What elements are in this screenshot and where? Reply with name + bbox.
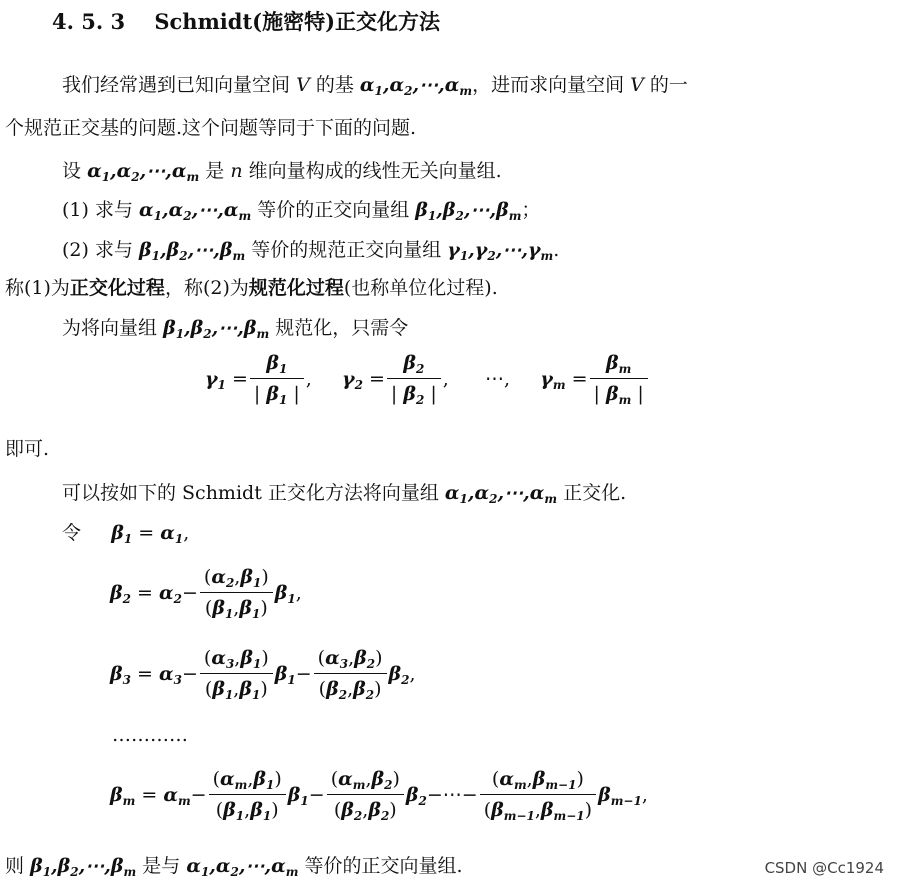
- text: .: [553, 239, 560, 261]
- section-number: 4. 5. 3: [52, 9, 126, 34]
- text: 的一: [649, 74, 688, 96]
- betam-eq: $\beta_m$ = $\alpha_m$ − $\frac{(\alpha_m,\beta_1)}{(\beta_1,\beta_1)}$ $\beta_1$ − $\frac{(\alpha_m,\beta_2)}{(\beta_2,\beta_2)}$ $\beta_2$ −⋯− $\frac{(\alpha_m,\beta_{m-1})}{(\beta_{m-1},\beta_{m-1})}$ $\beta_{m-1}$ ,: [110, 768, 648, 823]
- text: (1) 求与: [62, 199, 133, 221]
- ellipsis-row: …………: [112, 724, 188, 746]
- text: ，进而求向量空间: [472, 74, 625, 96]
- item1: [62, 197, 540, 223]
- text: 是与: [142, 855, 181, 877]
- text: 称(1)为: [5, 277, 70, 299]
- beta-seq: $\beta_1,\beta_2,\cdots,\beta_m$: [30, 855, 137, 879]
- text: 令: [62, 522, 82, 544]
- text: 正交化.: [563, 482, 627, 504]
- beta-seq: $\beta_1,\beta_2,\cdots,\beta_m$: [139, 239, 246, 263]
- beta-seq: $\beta_1,\beta_2,\cdots,\beta_m$: [163, 317, 270, 341]
- bold-term: 规范化过程: [248, 277, 344, 299]
- para3: [5, 275, 498, 301]
- para1-line2: 个规范正交基的问题.这个问题等同于下面的问题.: [5, 117, 417, 139]
- watermark: CSDN @Cc1924: [764, 859, 884, 877]
- section-heading: [52, 9, 440, 35]
- text: 设: [62, 160, 82, 182]
- gamma-formulas: $\gamma_1$ = $\frac{\beta_1}{| \beta_1 |}$ , $\gamma_2$ = $\frac{\beta_2}{| \beta_2 |}$ , ⋯, $\gamma_m$ = $\frac{\beta_m}{| \beta_m |}$: [205, 348, 650, 409]
- para1-line1: [62, 72, 688, 98]
- alpha-seq: $\alpha_1,\alpha_2,\cdots,\alpha_m$: [444, 482, 558, 506]
- text: 则: [5, 855, 25, 877]
- para2: [62, 158, 502, 184]
- gamma-seq: $\gamma_1,\gamma_2,\cdots,\gamma_m$: [447, 239, 554, 263]
- text: 维向量构成的线性无关向量组.: [248, 160, 502, 182]
- beta-seq: $\beta_1,\beta_2,\cdots,\beta_m$: [415, 199, 522, 223]
- final-line: [5, 853, 463, 879]
- section-title-paren: (施密特): [252, 9, 336, 34]
- var-V: V: [630, 74, 644, 96]
- text: 等价的规范正交向量组: [251, 239, 442, 261]
- beta3-eq: $\beta_3$ = $\alpha_3$ − $\frac{(\alpha_3,\beta_1)}{(\beta_1,\beta_1)}$ $\beta_1$ − $\frac{(\alpha_3,\beta_2)}{(\beta_2,\beta_2)}$ $\beta_2$ ,: [110, 647, 416, 702]
- text: 可以按如下的 Schmidt 正交化方法将向量组: [62, 482, 439, 504]
- alpha-seq: $\alpha_1,\alpha_2,\cdots,\alpha_m$: [186, 855, 299, 879]
- jike: 即可.: [5, 438, 50, 460]
- var-V: V: [296, 74, 310, 96]
- text: ，称(2)为: [164, 277, 249, 299]
- text: 规范化，只需令: [275, 317, 409, 339]
- bold-term: 正交化过程: [69, 277, 165, 299]
- text: ；: [521, 199, 541, 221]
- alpha-seq: $\alpha_1,\alpha_2,\cdots,\alpha_m$: [359, 74, 473, 98]
- item2: [62, 237, 559, 263]
- para4: [62, 315, 408, 341]
- text: (2) 求与: [62, 239, 133, 261]
- alpha-seq: $\alpha_1,\alpha_2,\cdots,\alpha_m$: [139, 199, 252, 223]
- text: (也称单位化过程).: [343, 277, 498, 299]
- text: 的基: [315, 74, 354, 96]
- section-title-rest: 正交化方法: [335, 9, 441, 34]
- section-title-latin: Schmidt: [154, 9, 253, 34]
- var-n: n: [230, 160, 243, 182]
- text: 是: [205, 160, 225, 182]
- text: 等价的正交向量组.: [304, 855, 463, 877]
- alpha-seq: $\alpha_1,\alpha_2,\cdots,\alpha_m$: [87, 160, 200, 184]
- text: 为将向量组: [62, 317, 158, 339]
- text: 我们经常遇到已知向量空间: [62, 74, 291, 96]
- text: 等价的正交向量组: [257, 199, 410, 221]
- beta1-eq: 令 $\beta_1 = \alpha_1$,: [62, 522, 190, 546]
- beta2-eq: $\beta_2$ = $\alpha_2$ − $\frac{(\alpha_2,\beta_1)}{(\beta_1,\beta_1)}$ $\beta_1$ ,: [110, 566, 302, 621]
- para5: [62, 480, 626, 506]
